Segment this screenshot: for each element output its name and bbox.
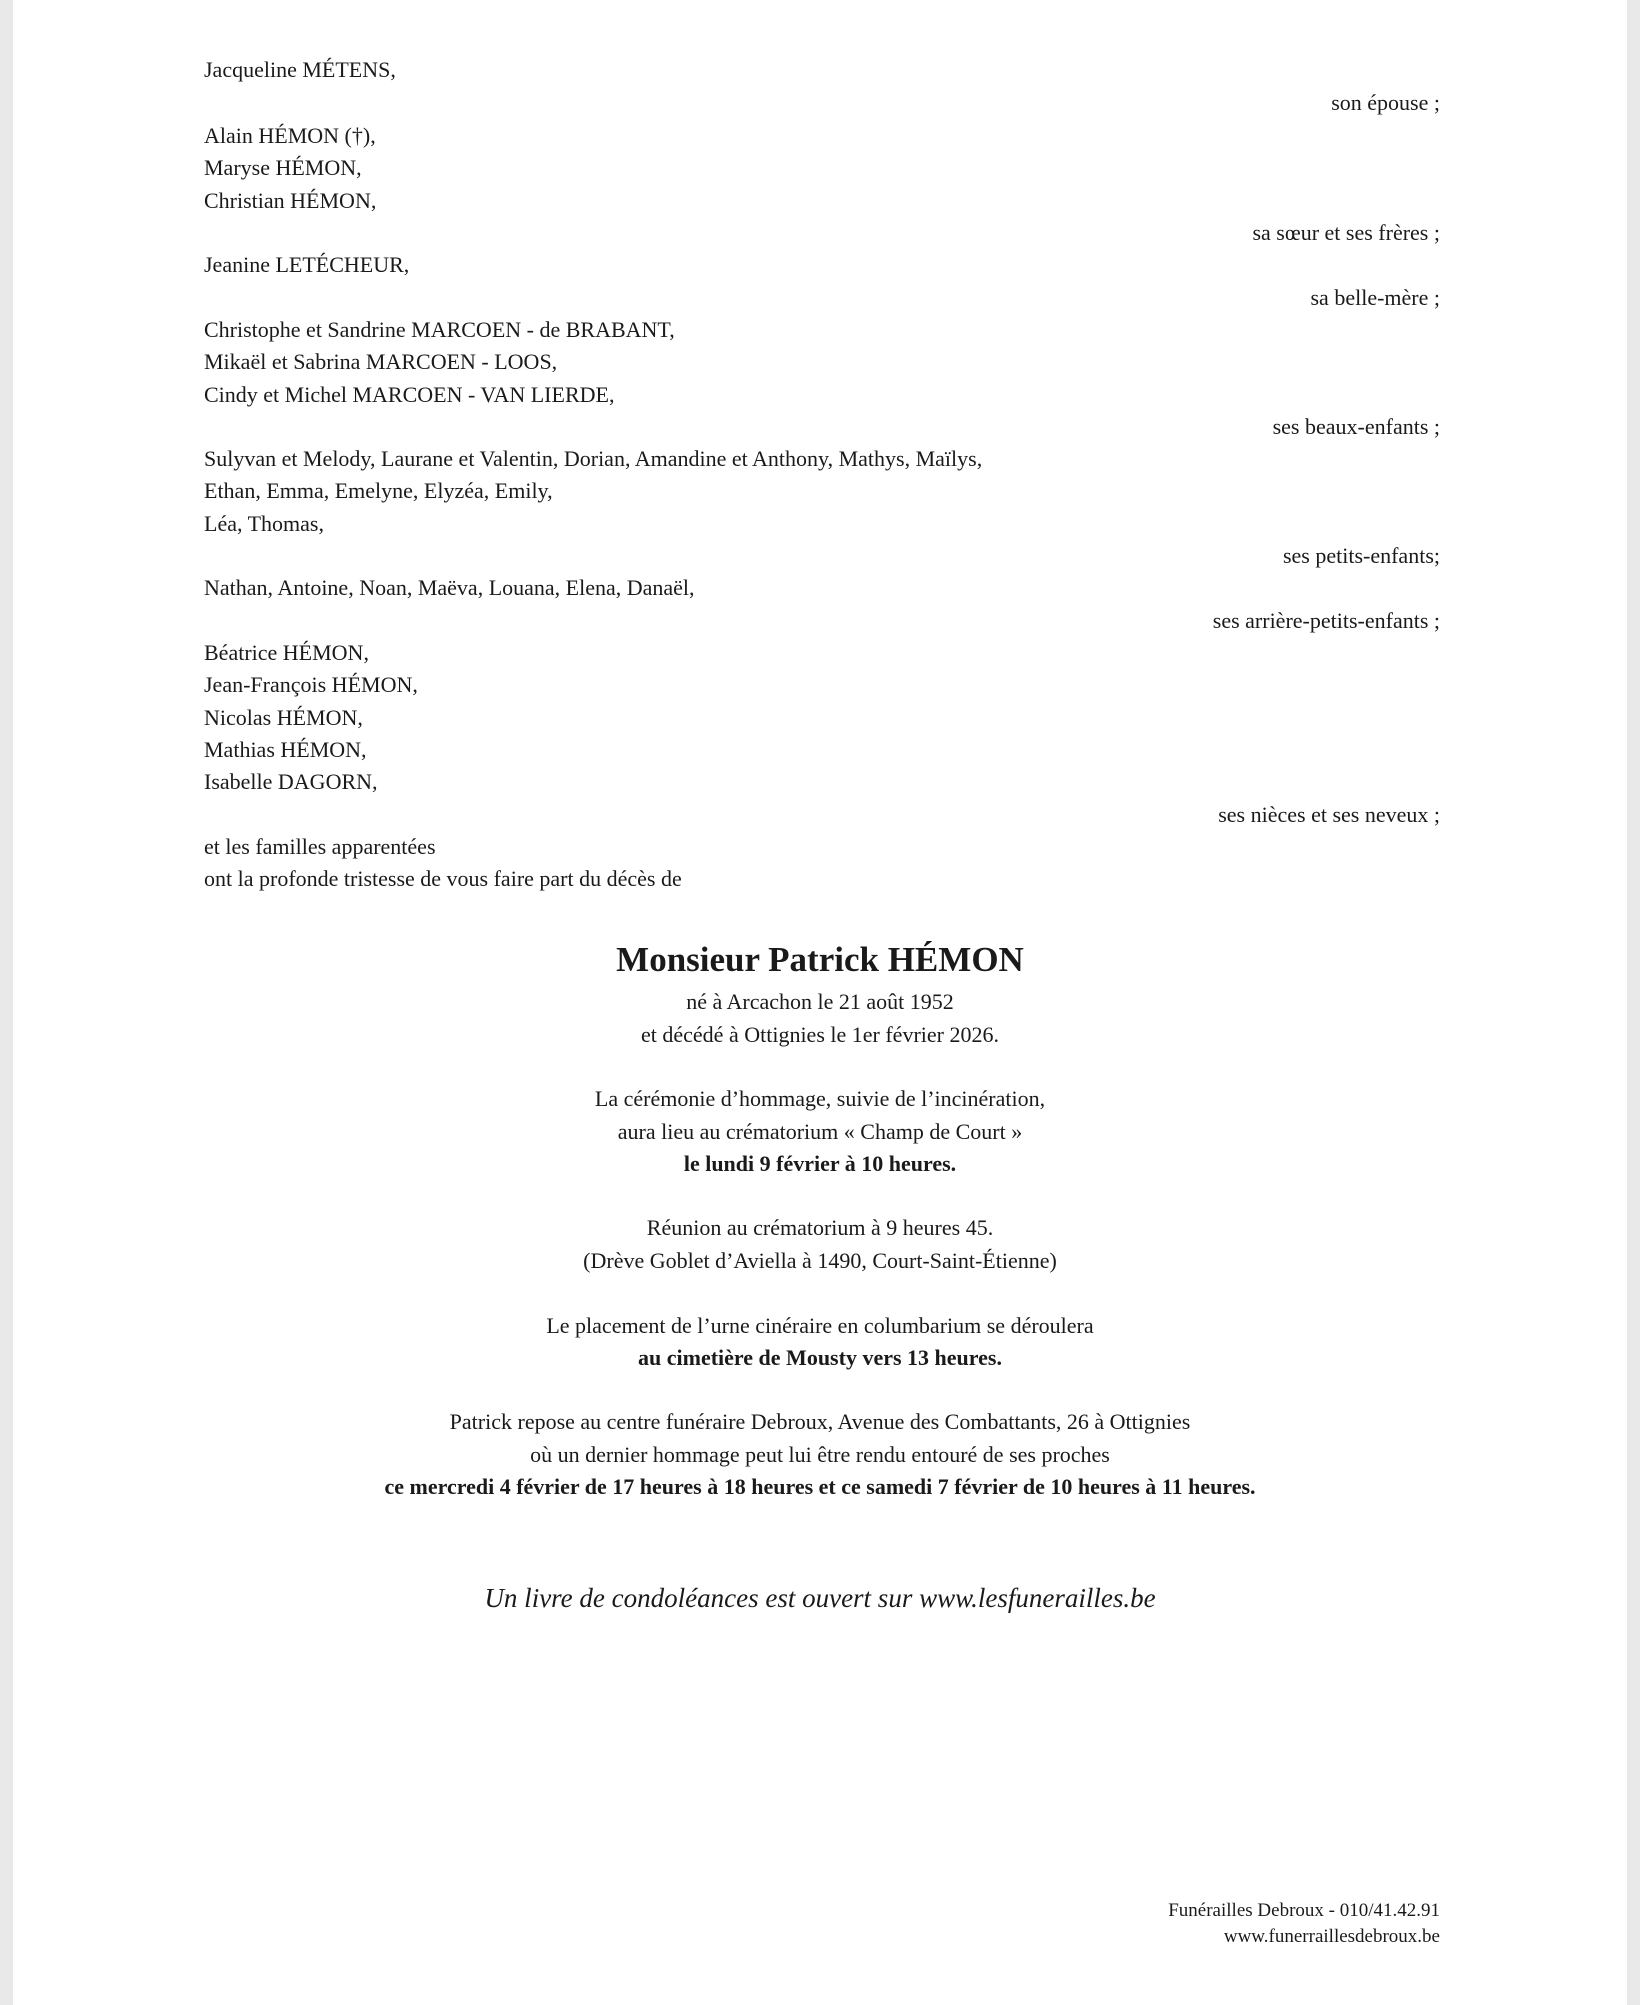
sibling-line: Maryse HÉMON, xyxy=(204,155,362,180)
nieces-nephews-role: ses nièces et ses neveux ; xyxy=(1218,802,1440,827)
niece-nephew-line: Béatrice HÉMON, xyxy=(204,640,369,665)
meeting-line: Réunion au crématorium à 9 heures 45. xyxy=(646,1215,994,1240)
stepchild-line: Cindy et Michel MARCOEN - VAN LIERDE, xyxy=(204,382,615,407)
death-line: et décédé à Ottignies le 1er février 2026. xyxy=(641,1022,999,1047)
sibling-line: Christian HÉMON, xyxy=(204,188,377,213)
visiting-hours: ce mercredi 4 février de 17 heures à 18 heures et ce samedi 7 février de 10 heures à 11 heures. xyxy=(384,1474,1256,1499)
stepchild-line: Christophe et Sandrine MARCOEN - de BRABANT, xyxy=(204,317,675,342)
deceased-name: Monsieur Patrick HÉMON xyxy=(616,940,1024,979)
urn-line: Le placement de l’urne cinéraire en columbarium se déroulera xyxy=(546,1313,1094,1338)
rest-line: Patrick repose au centre funéraire Debroux, Avenue des Combattants, 26 à Ottignies xyxy=(449,1409,1191,1434)
obituary-page xyxy=(13,0,1627,2005)
sibling-line: Alain HÉMON (†), xyxy=(204,123,376,148)
great-grandchildren-line: Nathan, Antoine, Noan, Maëva, Louana, Elena, Danaël, xyxy=(204,575,695,600)
footer-website: www.funerraillesdebroux.be xyxy=(1223,1926,1440,1947)
closing-line: ont la profonde tristesse de vous faire part du décès de xyxy=(204,866,682,891)
birth-line: né à Arcachon le 21 août 1952 xyxy=(686,989,954,1014)
spouse-name: Jacqueline MÉTENS, xyxy=(204,57,396,82)
spouse-role: son épouse ; xyxy=(1331,90,1440,115)
mother-in-law-role: sa belle-mère ; xyxy=(1310,285,1440,310)
meeting-address: (Drève Goblet d’Aviella à 1490, Court-Saint-Étienne) xyxy=(583,1248,1057,1273)
ceremony-line: aura lieu au crématorium « Champ de Court » xyxy=(617,1119,1023,1144)
footer-company: Funérailles Debroux - 010/41.42.91 xyxy=(1168,1900,1440,1921)
grandchildren-line: Ethan, Emma, Emelyne, Elyzéa, Emily, xyxy=(204,478,553,503)
great-grandchildren-role: ses arrière-petits-enfants ; xyxy=(1212,608,1440,633)
niece-nephew-line: Nicolas HÉMON, xyxy=(204,705,363,730)
grandchildren-line: Sulyvan et Melody, Laurane et Valentin, Dorian, Amandine et Anthony, Mathys, Maïlys, xyxy=(204,446,983,471)
stepchild-line: Mikaël et Sabrina MARCOEN - LOOS, xyxy=(204,349,558,374)
ceremony-line: La cérémonie d’hommage, suivie de l’incinération, xyxy=(594,1086,1046,1111)
niece-nephew-line: Mathias HÉMON, xyxy=(204,737,367,762)
grandchildren-role: ses petits-enfants; xyxy=(1282,543,1440,568)
mother-in-law-name: Jeanine LETÉCHEUR, xyxy=(204,252,410,277)
stepchildren-role: ses beaux-enfants ; xyxy=(1272,414,1440,439)
grandchildren-line: Léa, Thomas, xyxy=(204,511,324,536)
closing-line: et les familles apparentées xyxy=(204,834,436,859)
urn-location: au cimetière de Mousty vers 13 heures. xyxy=(638,1345,1002,1370)
siblings-role: sa sœur et ses frères ; xyxy=(1252,220,1440,245)
ceremony-date: le lundi 9 février à 10 heures. xyxy=(683,1151,957,1176)
niece-nephew-line: Isabelle DAGORN, xyxy=(204,769,378,794)
niece-nephew-line: Jean-François HÉMON, xyxy=(204,672,418,697)
condolences-line: Un livre de condoléances est ouvert sur www.lesfunerailles.be xyxy=(484,1583,1156,1613)
rest-line: où un dernier hommage peut lui être rendu entouré de ses proches xyxy=(530,1442,1110,1467)
